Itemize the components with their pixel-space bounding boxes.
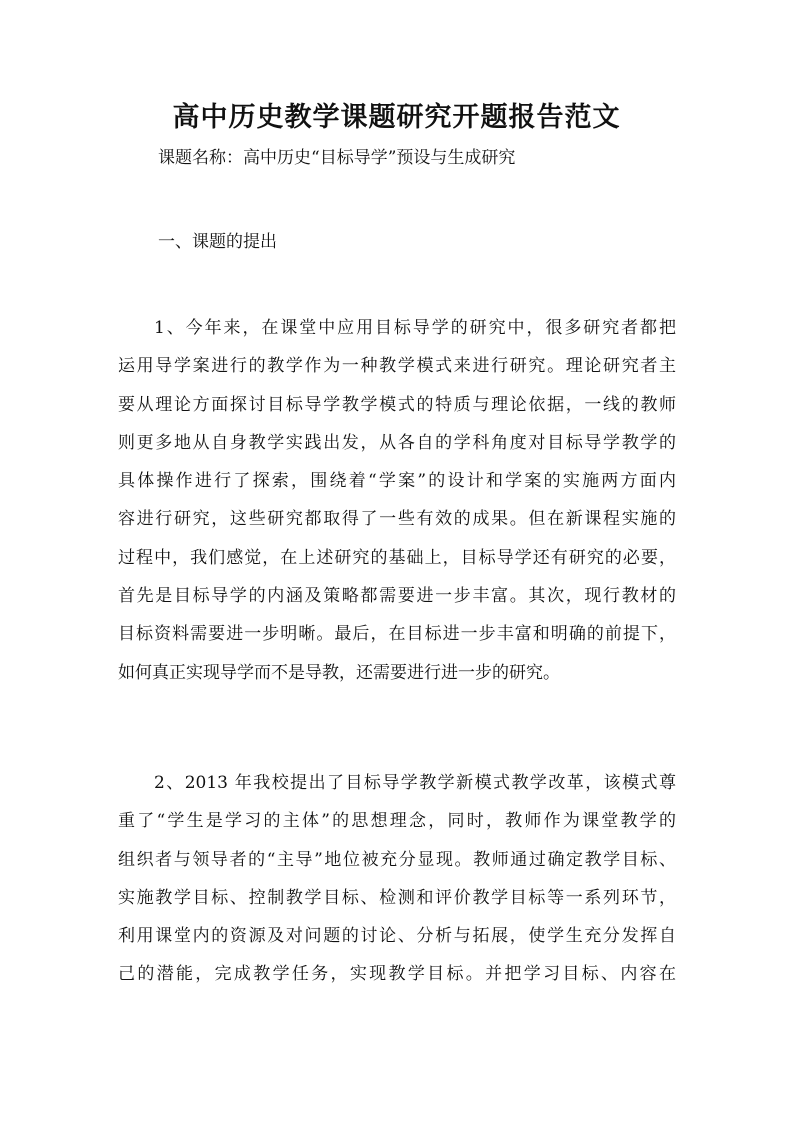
paragraph-line: 实施教学目标、控制教学目标、检测和评价教学目标等一系列环节， [118, 887, 676, 908]
paragraph-line: 则更多地从自身教学实践出发，从各自的学科角度对目标导学教学的 [118, 432, 676, 453]
paragraph-line: 首先是目标导学的内涵及策略都需要进一步丰富。其次，现行教材的 [118, 586, 676, 607]
paragraph-line: 1、今年来，在课堂中应用目标导学的研究中，很多研究者都把 [154, 318, 676, 338]
paragraph-2 [118, 764, 676, 994]
document-title: 高中历史教学课题研究开题报告范文 [172, 102, 621, 133]
paragraph-line: 2、2013 年我校提出了目标导学教学新模式教学改革，该模式尊 [154, 773, 676, 793]
paragraph-line: 重了“学生是学习的主体”的思想理念，同时，教师作为课堂教学的 [118, 811, 676, 832]
paragraph-line: 如何真正实现导学而不是导教，还需要进行进一步的研究。 [118, 662, 560, 683]
paragraph-1 [118, 309, 676, 692]
paragraph-line: 过程中，我们感觉，在上述研究的基础上，目标导学还有研究的必要， [118, 547, 676, 568]
paragraph-line: 组织者与领导者的“主导”地位被充分显现。教师通过确定教学目标、 [118, 849, 676, 870]
document-subtitle: 课题名称：高中历史“目标导学”预设与生成研究 [158, 148, 516, 168]
paragraph-line: 己的潜能，完成教学任务，实现教学目标。并把学习目标、内容在 [118, 964, 676, 985]
paragraph-line: 容进行研究，这些研究都取得了一些有效的成果。但在新课程实施的 [118, 509, 676, 530]
section-heading: 一、课题的提出 [158, 232, 277, 252]
paragraph-line: 要从理论方面探讨目标导学教学模式的特质与理论依据，一线的教师 [118, 394, 676, 415]
paragraph-line: 利用课堂内的资源及对问题的讨论、分析与拓展，使学生充分发挥自 [118, 926, 676, 947]
paragraph-line: 运用导学案进行的教学作为一种教学模式来进行研究。理论研究者主 [118, 356, 676, 377]
paragraph-line: 具体操作进行了探索，围绕着“学案”的设计和学案的实施两方面内 [118, 471, 676, 492]
paragraph-line: 目标资料需要进一步明晰。最后，在目标进一步丰富和明确的前提下， [118, 624, 676, 645]
